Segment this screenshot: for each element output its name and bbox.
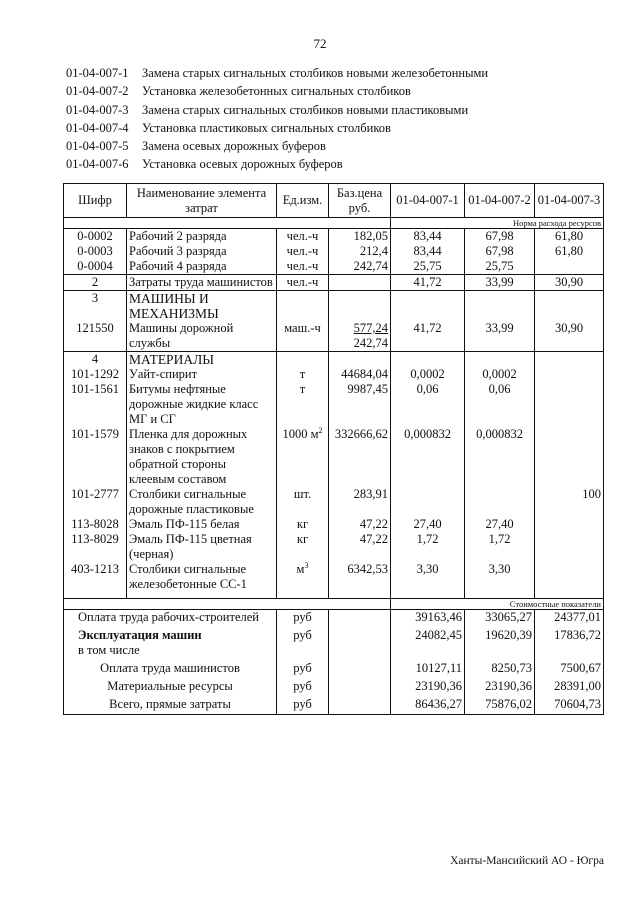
row-unit: [277, 562, 329, 592]
row-value-2: 0,0002: [465, 367, 535, 382]
code-list: [66, 64, 488, 174]
total-name: Оплата труда машинистов: [64, 658, 277, 676]
row-value-1: 1,72: [391, 532, 465, 562]
row-value-1: 0,06: [391, 382, 465, 427]
row-code: 113-8029: [64, 532, 127, 562]
row-name: Битумы нефтяные дорожные жидкие класс МГ и СГ: [127, 382, 277, 427]
footer-region: Ханты-Мансийский АО - Югра: [450, 855, 604, 867]
table-header-row: [64, 184, 604, 218]
total-row: [64, 694, 604, 715]
row-value-1: 0,000832: [391, 427, 465, 487]
row-unit: чел.-ч: [277, 259, 329, 275]
section-row: [64, 352, 604, 368]
total-unit: руб: [277, 609, 329, 625]
code-id: 01-04-007-4: [66, 120, 129, 135]
total-value-1: 23190,36: [391, 676, 465, 694]
row-price: 6342,53: [329, 562, 391, 592]
code-id: 01-04-007-1: [66, 66, 129, 80]
row-value-3: 61,80: [535, 229, 604, 245]
row-unit: маш.-ч: [277, 321, 329, 352]
row-value-1: 27,40: [391, 517, 465, 532]
row-value-3: [535, 367, 604, 382]
row-price: 44684,04: [329, 367, 391, 382]
table-row: [64, 244, 604, 259]
total-value-3: 7500,67: [535, 658, 604, 676]
total-row: [64, 609, 604, 625]
section-title: МАШИНЫ И МЕХАНИЗМЫ: [127, 291, 277, 322]
row-value-3: 100: [535, 487, 604, 517]
code-description: Замена осевых дорожных буферов: [142, 139, 326, 154]
row-price: [329, 321, 391, 352]
total-value-1: 86436,27: [391, 694, 465, 715]
row-value-3: 61,80: [535, 244, 604, 259]
total-name-text: Эксплуатация машин: [78, 627, 202, 642]
total-value-2: 23190,36: [465, 676, 535, 694]
row-unit: кг: [277, 532, 329, 562]
header-col-1: 01-04-007-1: [391, 184, 465, 218]
total-unit: руб: [277, 694, 329, 715]
cost-label: Стоимостные показатели: [391, 598, 604, 609]
unit-superscript: 2: [318, 425, 323, 435]
code-list-item: [66, 82, 488, 100]
table-row: [64, 382, 604, 427]
total-name: Материальные ресурсы: [64, 676, 277, 694]
code-list-item: [66, 64, 488, 82]
total-value-3: 17836,72: [535, 625, 604, 658]
row-code: 113-8028: [64, 517, 127, 532]
total-value-3: 24377,01: [535, 609, 604, 625]
table-row: [64, 321, 604, 352]
row-price: 47,22: [329, 532, 391, 562]
row-code: 121550: [64, 321, 127, 352]
row-value-2: 33,99: [465, 275, 535, 291]
row-unit: т: [277, 367, 329, 382]
table-row: [64, 532, 604, 562]
row-name: Рабочий 3 разряда: [127, 244, 277, 259]
page-number: 72: [313, 36, 327, 51]
row-value-1: 0,0002: [391, 367, 465, 382]
row-value-1: 41,72: [391, 321, 465, 352]
table-row: [64, 259, 604, 275]
code-id: 01-04-007-6: [66, 157, 129, 172]
table-row: [64, 275, 604, 291]
total-value-1: 39163,46: [391, 609, 465, 625]
row-value-3: [535, 517, 604, 532]
code-list-item: [66, 119, 488, 137]
row-price: 182,05: [329, 229, 391, 245]
row-name: Машины дорожной службы: [127, 321, 277, 352]
table-row: [64, 562, 604, 592]
unit-superscript: 3: [304, 560, 309, 570]
row-value-3: [535, 532, 604, 562]
section-number: 4: [64, 352, 127, 368]
row-value-2: 0,06: [465, 382, 535, 427]
row-name: Столбики сигнальные железобетонные СС-1: [127, 562, 277, 592]
row-code: 101-1561: [64, 382, 127, 427]
code-description: Установка пластиковых сигнальных столбиков: [142, 120, 391, 135]
code-list-item: [66, 101, 488, 119]
row-price: 242,74: [329, 259, 391, 275]
row-price: [329, 275, 391, 291]
norm-label-row: [64, 218, 604, 229]
row-value-1: 83,44: [391, 244, 465, 259]
total-subtitle: в том числе: [78, 642, 140, 657]
row-code: 0-0004: [64, 259, 127, 275]
row-value-3: [535, 259, 604, 275]
row-name: Столбики сигнальные дорожные пластиковые: [127, 487, 277, 517]
norm-label: Норма расхода ресурсов: [391, 218, 604, 229]
code-id: 01-04-007-2: [66, 84, 129, 99]
code-id: 01-04-007-5: [66, 139, 129, 154]
header-price: Баз.цена руб.: [329, 184, 391, 218]
code-list-item: [66, 137, 488, 155]
row-value-1: [391, 487, 465, 517]
row-code: 2: [64, 275, 127, 291]
total-value-2: 8250,73: [465, 658, 535, 676]
total-value-2: 75876,02: [465, 694, 535, 715]
code-description: Установка железобетонных сигнальных столбиков: [142, 84, 411, 99]
row-value-2: 33,99: [465, 321, 535, 352]
row-value-3: [535, 427, 604, 487]
row-name: Эмаль ПФ-115 цветная (черная): [127, 532, 277, 562]
row-price: 47,22: [329, 517, 391, 532]
header-unit: Ед.изм.: [277, 184, 329, 218]
total-unit: руб: [277, 658, 329, 676]
header-code: Шифр: [64, 184, 127, 218]
section-number: 3: [64, 291, 127, 322]
row-value-1: 41,72: [391, 275, 465, 291]
total-value-3: 70604,73: [535, 694, 604, 715]
row-value-1: 25,75: [391, 259, 465, 275]
section-title: МАТЕРИАЛЫ: [127, 352, 277, 368]
code-description: Замена старых сигнальных столбиков новыми пластиковыми: [142, 102, 469, 117]
row-value-2: 67,98: [465, 244, 535, 259]
row-code: 101-1579: [64, 427, 127, 487]
unit-text: 1000 м: [282, 427, 319, 441]
row-unit: шт.: [277, 487, 329, 517]
row-unit: т: [277, 382, 329, 427]
row-name: Эмаль ПФ-115 белая: [127, 517, 277, 532]
price-underlined: 577,24: [353, 321, 388, 335]
table-row: [64, 229, 604, 245]
row-name: Рабочий 4 разряда: [127, 259, 277, 275]
section-row: [64, 291, 604, 322]
total-name: [64, 625, 277, 658]
price-second: 242,74: [353, 336, 388, 350]
total-value-3: 28391,00: [535, 676, 604, 694]
total-value-1: 10127,11: [391, 658, 465, 676]
total-value-2: 33065,27: [465, 609, 535, 625]
row-price: 9987,45: [329, 382, 391, 427]
row-value-3: [535, 562, 604, 592]
total-row: [64, 676, 604, 694]
code-description: Установка осевых дорожных буферов: [142, 157, 343, 172]
row-value-2: 3,30: [465, 562, 535, 592]
row-name: Уайт-спирит: [127, 367, 277, 382]
row-code: 0-0002: [64, 229, 127, 245]
row-unit: чел.-ч: [277, 229, 329, 245]
row-value-2: 67,98: [465, 229, 535, 245]
row-price: 332666,62: [329, 427, 391, 487]
table-row: [64, 517, 604, 532]
header-col-3: 01-04-007-3: [535, 184, 604, 218]
cost-label-row: [64, 598, 604, 609]
row-unit: чел.-ч: [277, 275, 329, 291]
total-value-2: 19620,39: [465, 625, 535, 658]
total-unit: руб: [277, 625, 329, 658]
table-row: [64, 487, 604, 517]
row-unit: чел.-ч: [277, 244, 329, 259]
row-value-3: 30,90: [535, 321, 604, 352]
table-row: [64, 367, 604, 382]
row-code: 403-1213: [64, 562, 127, 592]
row-name: Затраты труда машинистов: [127, 275, 277, 291]
row-value-2: 0,000832: [465, 427, 535, 487]
row-unit: [277, 427, 329, 487]
row-code: 101-2777: [64, 487, 127, 517]
row-value-2: 27,40: [465, 517, 535, 532]
row-price: 283,91: [329, 487, 391, 517]
row-price: 212,4: [329, 244, 391, 259]
code-description: Замена старых сигнальных столбиков новыми железобетонными: [142, 66, 489, 80]
unit-text: м: [296, 562, 305, 576]
total-name: Всего, прямые затраты: [64, 694, 277, 715]
row-code: 0-0003: [64, 244, 127, 259]
resource-table: [63, 183, 604, 715]
total-value-1: 24082,45: [391, 625, 465, 658]
code-list-item: [66, 155, 488, 173]
row-value-2: 1,72: [465, 532, 535, 562]
row-value-3: [535, 382, 604, 427]
total-row: [64, 625, 604, 658]
row-value-1: 83,44: [391, 229, 465, 245]
row-name: Пленка для дорожных знаков с покрытием обратной стороны клеевым составом: [127, 427, 277, 487]
code-id: 01-04-007-3: [66, 102, 129, 117]
row-unit: кг: [277, 517, 329, 532]
header-col-2: 01-04-007-2: [465, 184, 535, 218]
total-name: Оплата труда рабочих-строителей: [64, 609, 277, 625]
total-row: [64, 658, 604, 676]
row-value-2: 25,75: [465, 259, 535, 275]
row-value-2: [465, 487, 535, 517]
row-value-3: 30,90: [535, 275, 604, 291]
row-name: Рабочий 2 разряда: [127, 229, 277, 245]
header-name: Наименование элемента затрат: [127, 184, 277, 218]
row-code: 101-1292: [64, 367, 127, 382]
table-row: [64, 427, 604, 487]
total-unit: руб: [277, 676, 329, 694]
row-value-1: 3,30: [391, 562, 465, 592]
